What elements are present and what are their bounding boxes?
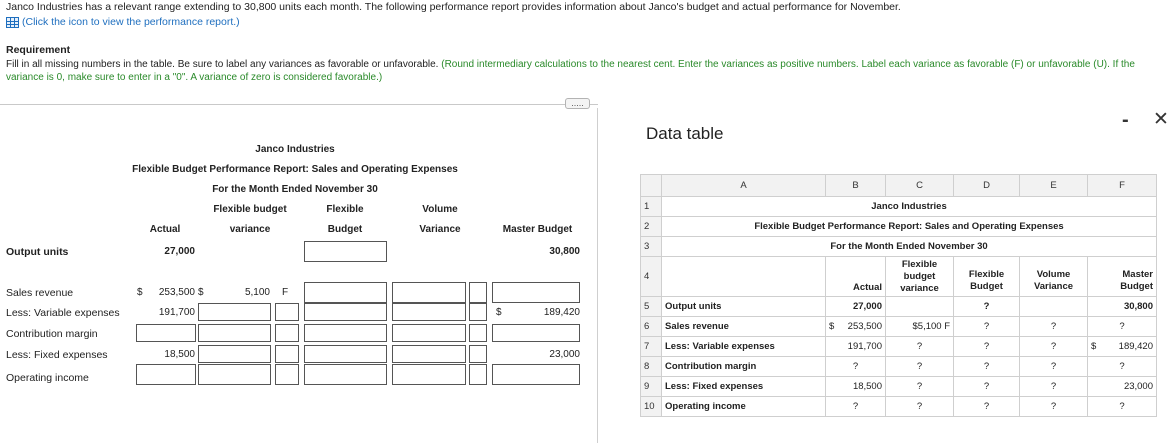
table-row xyxy=(641,197,1157,217)
dt-row-label: Less: Variable expenses xyxy=(662,337,826,357)
cm-actual-input[interactable] xyxy=(136,324,196,342)
table-icon[interactable] xyxy=(6,17,19,28)
dt-flex-var-cell: ? xyxy=(886,377,954,397)
row-contribution-margin-label: Contribution margin xyxy=(6,328,98,340)
expand-more-button[interactable]: ..... xyxy=(565,98,590,109)
col-volume-header-top: Volume xyxy=(422,204,458,215)
dt-flex-var-header: Flexible budget variance xyxy=(886,257,954,297)
sales-volume-var-input[interactable] xyxy=(392,282,466,303)
sales-revenue-flex-var: 5,100 xyxy=(244,287,270,298)
requirement-instructions: Fill in all missing numbers in the table. Be sure to label any variances as favorable or unfavorable. xyxy=(6,59,439,70)
row-number: 3 xyxy=(641,237,662,257)
panel-divider xyxy=(597,108,598,443)
data-table xyxy=(640,174,1157,417)
dt-volume-cell: ? xyxy=(1020,317,1088,337)
cm-flex-var-fu-input[interactable] xyxy=(275,324,299,342)
dt-label-header xyxy=(662,257,826,297)
row-number: 9 xyxy=(641,377,662,397)
dt-flex-cell: ? xyxy=(954,397,1020,417)
dt-volume-cell: ? xyxy=(1020,337,1088,357)
dt-flex-cell: ? xyxy=(954,357,1020,377)
dt-actual-header: Actual xyxy=(826,257,886,297)
dt-row-label: Operating income xyxy=(662,397,826,417)
row-number: 2 xyxy=(641,217,662,237)
row-output-units-label: Output units xyxy=(6,246,69,258)
row-number: 8 xyxy=(641,357,662,377)
varexp-volume-var-input[interactable] xyxy=(392,303,466,321)
table-row xyxy=(641,257,1157,297)
dt-flex-cell: ? xyxy=(954,337,1020,357)
view-report-link[interactable] xyxy=(6,16,240,28)
dt-volume-header: Volume Variance xyxy=(1020,257,1088,297)
output-units-actual: 27,000 xyxy=(164,246,195,257)
dt-row-label: Sales revenue xyxy=(662,317,826,337)
dt-actual-cell: 18,500 xyxy=(826,377,886,397)
varexp-volume-fu-input[interactable] xyxy=(469,303,487,321)
col-flex-header-bottom: Budget xyxy=(327,224,363,235)
fixexp-volume-fu-input[interactable] xyxy=(469,345,487,363)
view-report-link-text[interactable]: (Click the icon to view the performance report.) xyxy=(22,16,240,28)
table-row xyxy=(641,357,1157,377)
dt-master-header: Master Budget xyxy=(1088,257,1157,297)
requirement-rounding-note: (Round intermediary calculations to the nearest cent. Enter the variances as positive numbers. Label each variance as favorable (F) or unfavorable (U). If the variance is 0, make sure to enter in a "0". A variance of zero is considered favorable.) xyxy=(6,59,1135,83)
dt-flex-cell: ? xyxy=(954,317,1020,337)
row-number: 10 xyxy=(641,397,662,417)
sales-flex-var-dollar-sign: $ xyxy=(198,287,204,298)
output-units-master: 30,800 xyxy=(549,246,580,257)
col-letter-c: C xyxy=(886,175,954,197)
row-number: 7 xyxy=(641,337,662,357)
col-letter-a: A xyxy=(662,175,826,197)
cm-master-input[interactable] xyxy=(492,324,580,342)
cm-volume-fu-input[interactable] xyxy=(469,324,487,342)
sales-actual-dollar-sign: $ xyxy=(137,287,143,298)
row-number: 1 xyxy=(641,197,662,217)
row-variable-expenses-label: Less: Variable expenses xyxy=(6,307,120,319)
report-title: Flexible Budget Performance Report: Sales and Operating Expenses xyxy=(132,164,458,175)
table-row xyxy=(641,237,1157,257)
dt-master-cell: ? xyxy=(1088,317,1157,337)
sales-volume-fu-input[interactable] xyxy=(469,282,487,303)
dt-row-label: Contribution margin xyxy=(662,357,826,377)
table-row xyxy=(641,217,1157,237)
dt-master-cell: ? xyxy=(1088,357,1157,377)
varexp-flex-budget-input[interactable] xyxy=(304,303,387,321)
close-icon[interactable]: ✕ xyxy=(1153,109,1169,130)
cm-flex-var-input[interactable] xyxy=(198,324,271,342)
oi-volume-fu-input[interactable] xyxy=(469,364,487,385)
col-letter-e: E xyxy=(1020,175,1088,197)
corner-cell xyxy=(641,175,662,197)
col-actual-header: Actual xyxy=(149,224,181,235)
sales-flex-var-fav-label: F xyxy=(282,287,289,298)
col-letter-f: F xyxy=(1088,175,1157,197)
table-row xyxy=(641,317,1157,337)
row-operating-income-label: Operating income xyxy=(6,372,89,384)
dt-flex-var-cell: ? xyxy=(886,357,954,377)
dt-volume-cell: ? xyxy=(1020,377,1088,397)
dt-flex-var-cell: ? xyxy=(886,397,954,417)
output-units-flex-input[interactable] xyxy=(304,241,387,262)
col-flex-var-header-bottom: variance xyxy=(229,224,271,235)
table-row xyxy=(641,377,1157,397)
oi-volume-var-input[interactable] xyxy=(392,364,466,385)
col-flex-header-top: Flexible xyxy=(326,204,364,215)
dt-flex-var-cell: ? xyxy=(886,337,954,357)
dt-flex-var-cell xyxy=(886,297,954,317)
fixed-expenses-master: 23,000 xyxy=(549,349,580,360)
col-master-header: Master Budget xyxy=(502,224,573,235)
cm-volume-var-input[interactable] xyxy=(392,324,466,342)
varexp-master-dollar-sign: $ xyxy=(496,307,502,318)
dt-master-cell xyxy=(1088,337,1157,357)
dt-flex-var-cell: $5,100 F xyxy=(886,317,954,337)
report-period: For the Month Ended November 30 xyxy=(212,184,378,195)
col-volume-header-bottom: Variance xyxy=(419,224,461,235)
dt-master-cell: 30,800 xyxy=(1088,297,1157,317)
requirement-title: Requirement xyxy=(6,44,71,56)
oi-flex-var-input[interactable] xyxy=(198,364,271,385)
col-flex-var-header-top: Flexible budget xyxy=(213,204,287,215)
dt-actual-cell xyxy=(826,317,886,337)
dt-flex-cell: ? xyxy=(954,377,1020,397)
dt-company: Janco Industries xyxy=(662,197,1157,217)
dt-volume-cell xyxy=(1020,297,1088,317)
varexp-flex-var-fu-input[interactable] xyxy=(275,303,299,321)
fixed-expenses-actual: 18,500 xyxy=(164,349,195,360)
fixexp-volume-var-input[interactable] xyxy=(392,345,466,363)
dt-master-value: 189,420 xyxy=(1118,341,1153,352)
fixexp-flex-var-fu-input[interactable] xyxy=(275,345,299,363)
col-letter-b: B xyxy=(826,175,886,197)
dt-volume-cell: ? xyxy=(1020,357,1088,377)
problem-intro: Janco Industries has a relevant range extending to 30,800 units each month. The following performance report provides information about Janco's budget and actual performance for November. xyxy=(6,1,901,13)
oi-actual-input[interactable] xyxy=(136,364,196,385)
oi-flex-budget-input[interactable] xyxy=(304,364,387,385)
row-number: 5 xyxy=(641,297,662,317)
section-divider xyxy=(0,104,598,105)
dt-actual-value: 253,500 xyxy=(847,321,882,332)
dt-row-label: Less: Fixed expenses xyxy=(662,377,826,397)
dt-period: For the Month Ended November 30 xyxy=(662,237,1157,257)
table-row xyxy=(641,297,1157,317)
sales-flex-budget-input[interactable] xyxy=(304,282,387,303)
variable-expenses-master: 189,420 xyxy=(543,307,580,318)
dt-actual-cell: ? xyxy=(826,357,886,377)
table-row xyxy=(641,337,1157,357)
dt-flex-cell: ? xyxy=(954,297,1020,317)
column-letter-row xyxy=(641,175,1157,197)
row-sales-revenue-label: Sales revenue xyxy=(6,287,74,299)
cm-flex-budget-input[interactable] xyxy=(304,324,387,342)
dt-report-title: Flexible Budget Performance Report: Sales and Operating Expenses xyxy=(662,217,1157,237)
dt-actual-cell: ? xyxy=(826,397,886,417)
row-fixed-expenses-label: Less: Fixed expenses xyxy=(6,349,108,361)
fixexp-flex-budget-input[interactable] xyxy=(304,345,387,363)
dt-row-label: Output units xyxy=(662,297,826,317)
sales-revenue-actual: 253,500 xyxy=(158,287,195,298)
dt-flex-header: Flexible Budget xyxy=(954,257,1020,297)
row-number: 4 xyxy=(641,257,662,297)
row-number: 6 xyxy=(641,317,662,337)
dt-actual-cell: 191,700 xyxy=(826,337,886,357)
report-company: Janco Industries xyxy=(255,144,335,155)
fixexp-flex-var-input[interactable] xyxy=(198,345,271,363)
requirement-text xyxy=(6,58,1166,84)
dt-dollar-sign: $ xyxy=(829,321,835,332)
oi-flex-var-fu-input[interactable] xyxy=(275,364,299,385)
varexp-flex-var-input[interactable] xyxy=(198,303,271,321)
sales-master-input[interactable] xyxy=(492,282,580,303)
oi-master-input[interactable] xyxy=(492,364,580,385)
table-row xyxy=(641,397,1157,417)
dt-dollar-sign: $ xyxy=(1091,341,1097,352)
minimize-icon[interactable]: - xyxy=(1122,109,1129,131)
col-letter-d: D xyxy=(954,175,1020,197)
dt-master-cell: ? xyxy=(1088,397,1157,417)
dt-master-cell: 23,000 xyxy=(1088,377,1157,397)
dt-actual-cell: 27,000 xyxy=(826,297,886,317)
data-table-title: Data table xyxy=(646,124,724,143)
dt-volume-cell: ? xyxy=(1020,397,1088,417)
variable-expenses-actual: 191,700 xyxy=(158,307,195,318)
